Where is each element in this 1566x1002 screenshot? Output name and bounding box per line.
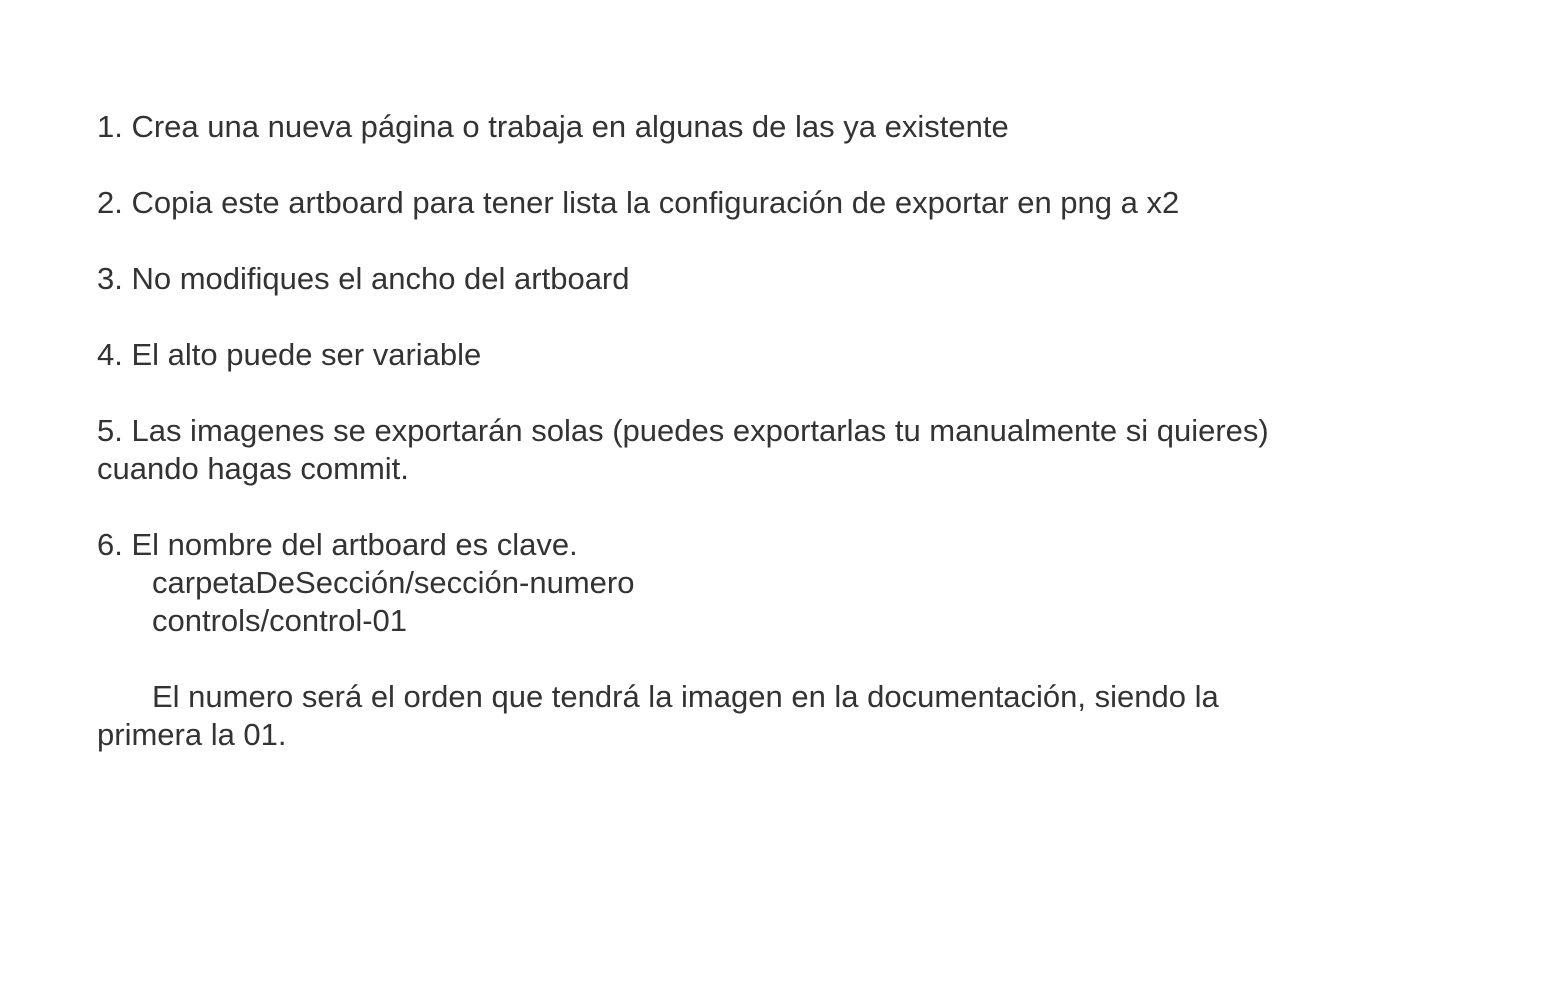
spacer [97,298,1437,336]
note-text-line-1: El numero será el orden que tendrá la imagen en la documentación, siendo la [152,679,1219,714]
note-text-line-2: primera la 01. [97,717,287,752]
step-5-text-line-1: 5. Las imagenes se exportarán solas (puedes exportarlas tu manualmente si quieres) [97,413,1269,448]
step-2-text: 2. Copia este artboard para tener lista la configuración de exportar en png a x2 [97,185,1180,220]
spacer [97,222,1437,260]
step-4-text: 4. El alto puede ser variable [97,337,482,372]
instructions-text-block [97,108,1437,754]
step-3-text: 3. No modifiques el ancho del artboard [97,261,630,296]
step-6-pattern: carpetaDeSección/sección-numero [152,565,635,600]
spacer [97,488,1437,526]
spacer [97,640,1437,678]
spacer [97,374,1437,412]
step-1-text: 1. Crea una nueva página o trabaja en algunas de las ya existente [97,109,1009,144]
spacer [97,146,1437,184]
step-6-example: controls/control-01 [152,603,408,638]
step-6-text: 6. El nombre del artboard es clave. [97,527,578,562]
step-5-text-line-2: cuando hagas commit. [97,451,409,486]
